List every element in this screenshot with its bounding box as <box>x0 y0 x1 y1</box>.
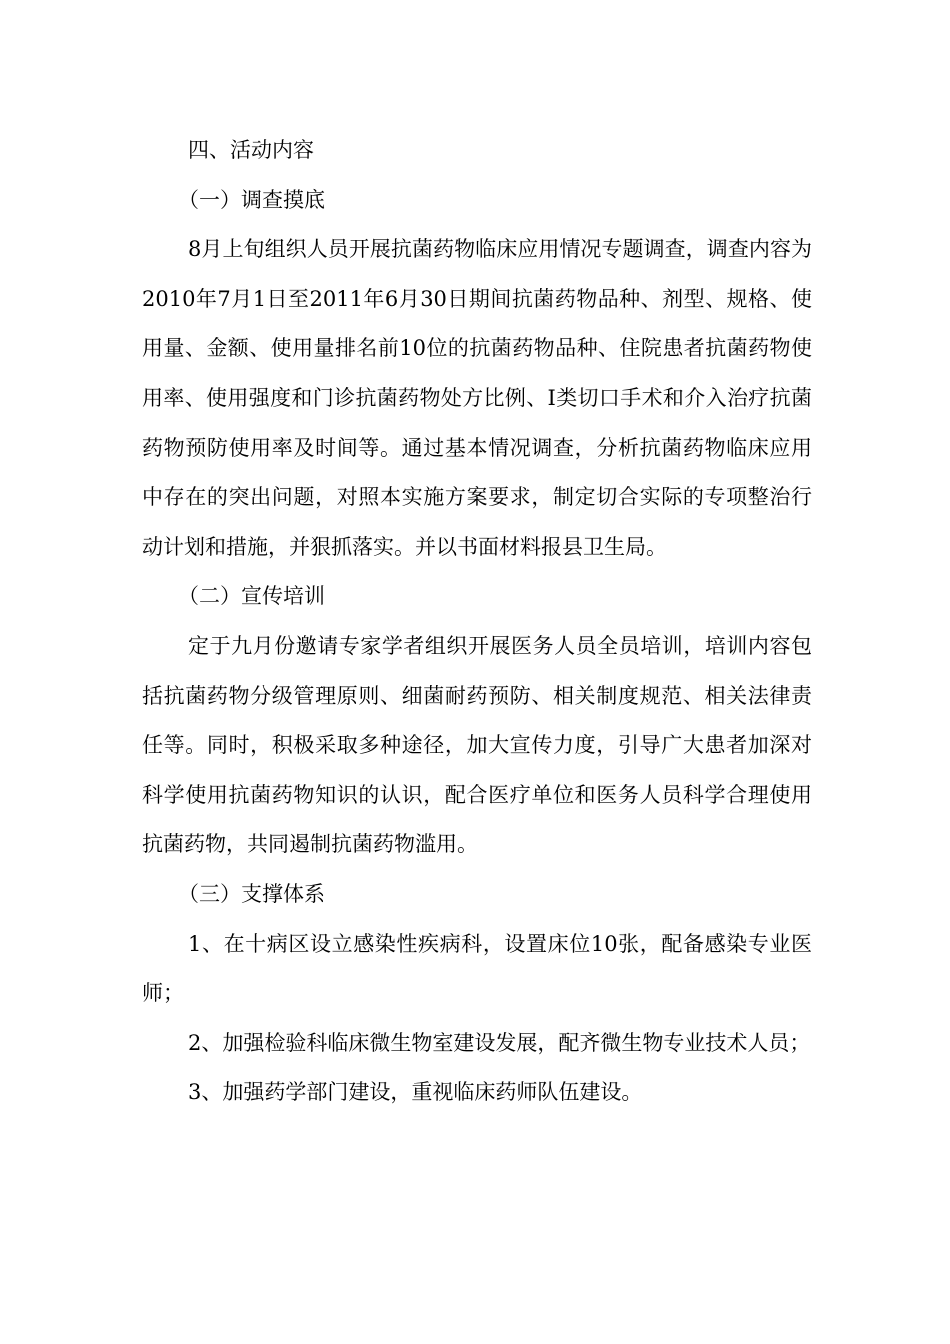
list-item-support-2: 2、加强检验科临床微生物室建设发展，配齐微生物专业技术人员； <box>188 1030 811 1055</box>
subsection-title-support: （三）支撑体系 <box>178 881 325 906</box>
list-item-support-1: 1、在十病区设立感染性疾病科，设置床位10张，配备感染专业医师； <box>142 931 812 1006</box>
subsection-title-survey: （一）调查摸底 <box>178 187 325 212</box>
paragraph-training: 定于九月份邀请专家学者组织开展医务人员全员培训，培训内容包括抗菌药物分级管理原则、细菌耐药预防、相关制度规范、相关法律责任等。同时，积极采取多种途径，加大宣传力度，引导广大患者加深对科学使用抗菌药物知识的认识，配合医疗单位和医务人员科学合理使用抗菌药物，共同遏制抗菌药物滥用。 <box>142 633 812 857</box>
subsection-title-training: （二）宣传培训 <box>178 584 325 609</box>
list-item-support-3: 3、加强药学部门建设，重视临床药师队伍建设。 <box>188 1080 643 1105</box>
paragraph-survey: 8月上旬组织人员开展抗菌药物临床应用情况专题调查，调查内容为2010年7月1日至2011年6月30日期间抗菌药物品种、剂型、规格、使用量、金额、使用量排名前10位的抗菌药物品种、住院患者抗菌药物使用率、使用强度和门诊抗菌药物处方比例、I类切口手术和介入治疗抗菌药物预防使用率及时间等。通过基本情况调查，分析抗菌药物临床应用中存在的突出问题，对照本实施方案要求，制定切合实际的专项整治行动计划和措施，并狠抓落实。并以书面材料报县卫生局。 <box>142 237 812 559</box>
document-body <box>142 126 812 1118</box>
section-title: 四、活动内容 <box>188 138 314 162</box>
